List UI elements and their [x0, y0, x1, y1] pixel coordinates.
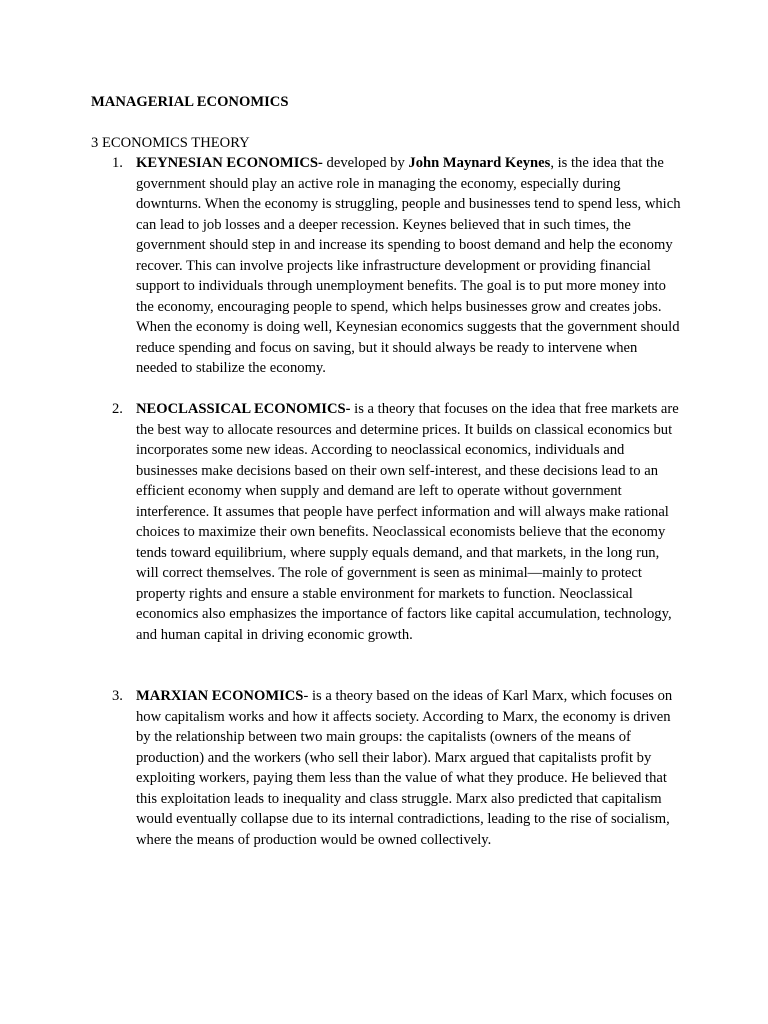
list-item-heading: KEYNESIAN ECONOMICS- [136, 155, 323, 171]
document-subtitle: 3 ECONOMICS THEORY [91, 135, 250, 151]
list-item-paragraph [136, 399, 681, 645]
list-item-text: , is the idea that the government should play an active role in managing the economy, especially during downturns. When the economy is struggling, people and businesses tend to spend less, which can lead to job losses and a deeper recession. Keynes believed that in such times, the government should step in and increase its spending to boost demand and help the economy recover. This can involve projects like infrastructure development or providing financial support to individuals through unemployment benefits. The goal is to put more money into the economy, encouraging people to spend, which helps businesses grow and creates jobs. When the economy is doing well, Keynesian economics suggests that the government should reduce spending and focus on saving, but it should always be ready to intervene when needed to stabilize the economy. [136, 155, 681, 376]
list-item-neoclassical [112, 399, 681, 645]
list-item-paragraph [136, 153, 681, 379]
list-item-text: developed by [322, 155, 409, 171]
document-title: MANAGERIAL ECONOMICS [91, 94, 289, 110]
list-item-number: 1. [112, 155, 123, 171]
list-item-heading: MARXIAN ECONOMICS [136, 688, 304, 704]
list-item-number: 3. [112, 688, 123, 704]
list-item-text: - is a theory based on the ideas of Karl Marx, which focuses on how capitalism works and how it affects society. According to Marx, the economy is driven by the relationship between two main groups: the capitalists (owners of the means of production) and the workers (who sell their labor). Marx argued that capitalists profit by exploiting workers, paying them less than the value of what they produce. He believed that this exploitation leads to inequality and class struggle. Marx also predicted that capitalism would eventually collapse due to its internal contradictions, leading to the rise of socialism, where the means of production would be owned collectively. [136, 688, 673, 848]
person-name: John Maynard Keynes [408, 155, 551, 171]
list-item-number: 2. [112, 401, 123, 417]
list-item-keynesian [112, 153, 681, 379]
list-item-heading: NEOCLASSICAL ECONOMICS- [136, 401, 351, 417]
list-item-marxian [112, 686, 681, 850]
list-item-text: is a theory that focuses on the idea that free markets are the best way to allocate resources and determine prices. It builds on classical economics but incorporates some new ideas. According to neoclassical economics, individuals and businesses make decisions based on their own self-interest, and these decisions lead to an efficient economy when supply and demand are left to operate without government interference. It assumes that people have perfect information and will always make rational choices to maximize their own benefits. Neoclassical economists believe that the economy tends toward equilibrium, where supply equals demand, and that markets, in the long run, will correct themselves. The role of government is seen as minimal—mainly to protect property rights and ensure a stable environment for markets to function. Neoclassical economics also emphasizes the importance of factors like capital accumulation, technology, and human capital in driving economic growth. [136, 401, 679, 643]
list-item-paragraph [136, 686, 681, 850]
